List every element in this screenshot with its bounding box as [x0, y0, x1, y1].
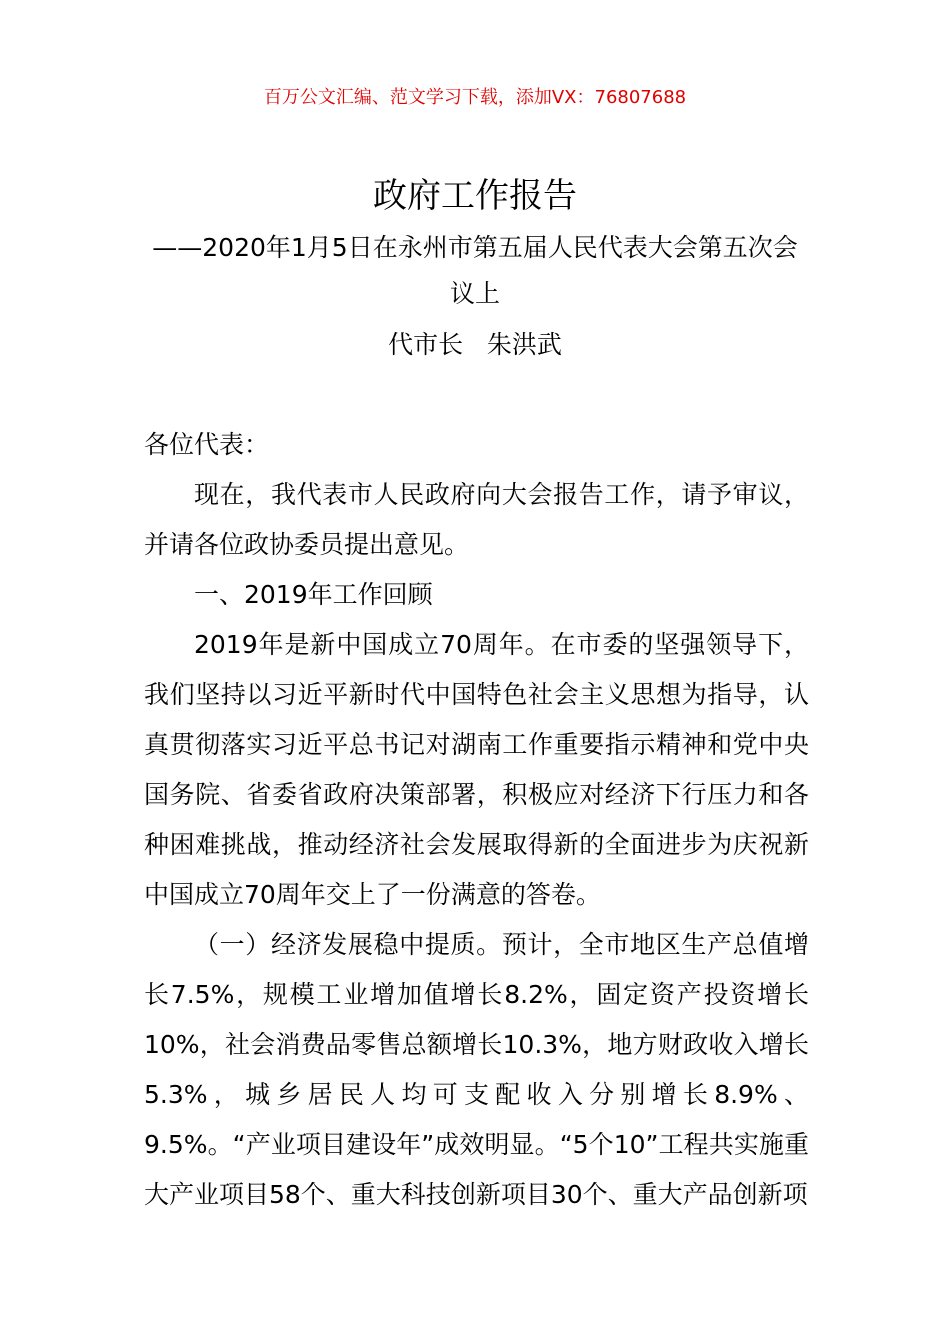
paragraph-intro: 现在，我代表市人民政府向大会报告工作，请予审议，并请各位政协委员提出意见。 [144, 480, 809, 559]
document-body [144, 420, 809, 1220]
paragraph-economy: （一）经济发展稳中提质。预计，全市地区生产总值增长7.5%，规模工业增加值增长8.2%，固定资产投资增长10%，社会消费品零售总额增长10.3%，地方财政收入增长5.3%，城乡居民人均可支配收入分别增长8.9%、9.5%。“产业项目建设年”成效明显。“5个10”工程共实施重大产业项目58个、重大科技创新项目30个、重大产品创新项 [144, 930, 809, 1209]
document-author: 代市长 朱洪武 [388, 330, 562, 359]
document-subtitle: ——2020年1月5日在永州市第五届人民代表大会第五次会议上 [152, 233, 798, 308]
header-watermark-text: 百万公文汇编、范文学习下载，添加VX：76807688 [263, 87, 687, 108]
document-title: 政府工作报告 [373, 176, 577, 216]
section-heading: 一、2019年工作回顾 [194, 580, 433, 609]
salutation: 各位代表： [144, 430, 270, 459]
paragraph-review: 2019年是新中国成立70周年。在市委的坚强领导下，我们坚持以习近平新时代中国特色社会主义思想为指导，认真贯彻落实习近平总书记对湖南工作重要指示精神和党中央国务院、省委省政府决策部署，积极应对经济下行压力和各种困难挑战，推动经济社会发展取得新的全面进步为庆祝新中国成立70周年交上了一份满意的答卷。 [144, 630, 809, 909]
